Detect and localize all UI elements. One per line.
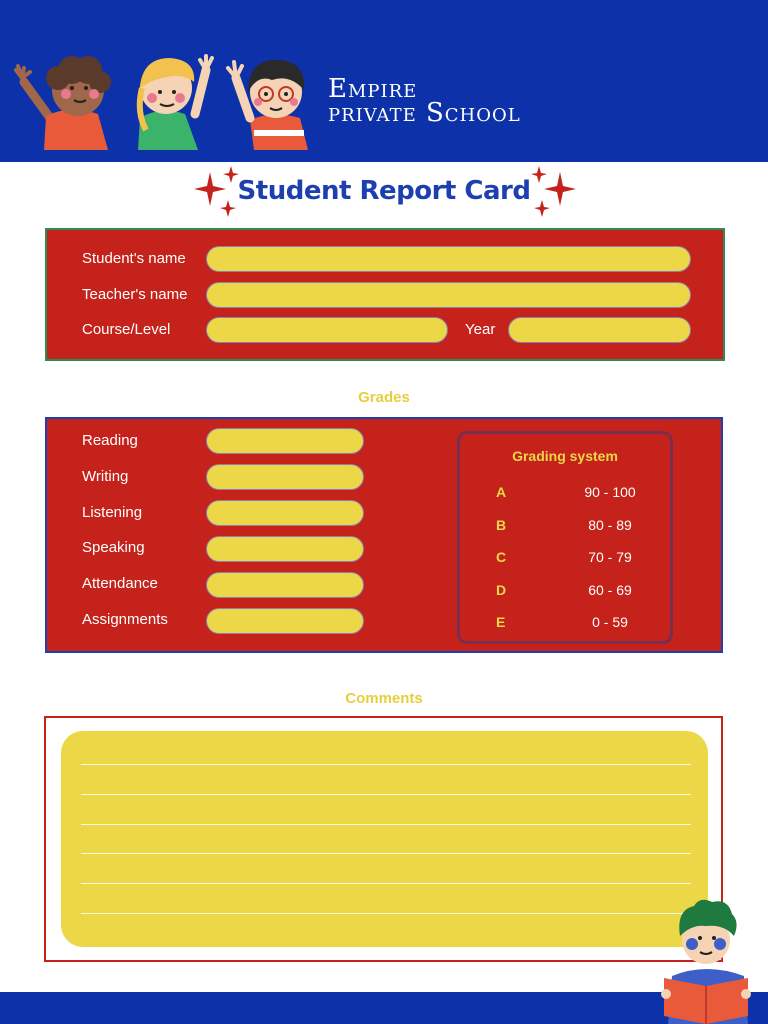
grade-field-reading[interactable] bbox=[206, 428, 364, 454]
grades-panel bbox=[45, 417, 723, 653]
kid-2-illustration bbox=[138, 56, 212, 150]
grade-field-attendance[interactable] bbox=[206, 572, 364, 598]
grade-field-writing[interactable] bbox=[206, 464, 364, 490]
comment-line bbox=[81, 853, 691, 854]
year-field[interactable] bbox=[508, 317, 691, 343]
comment-line bbox=[81, 764, 691, 765]
grade-letter: B bbox=[496, 517, 507, 533]
grade-field-speaking[interactable] bbox=[206, 536, 364, 562]
student-name-label: Student's name bbox=[82, 250, 186, 267]
grade-field-assignments[interactable] bbox=[206, 608, 364, 634]
page-title: Student Report Card bbox=[237, 176, 531, 206]
comments-panel bbox=[44, 716, 723, 962]
course-level-label: Course/Level bbox=[82, 321, 171, 338]
subject-label-reading: Reading bbox=[82, 432, 138, 449]
grade-range: 60 - 69 bbox=[588, 582, 632, 598]
year-label: Year bbox=[465, 321, 496, 338]
grade-letter: A bbox=[496, 484, 507, 500]
grade-letter: E bbox=[496, 614, 506, 630]
grade-field-listening[interactable] bbox=[206, 500, 364, 526]
header-banner bbox=[0, 0, 768, 162]
grade-range: 90 - 100 bbox=[584, 484, 636, 500]
kid-1-illustration bbox=[16, 56, 111, 150]
teacher-name-field[interactable] bbox=[206, 282, 691, 308]
kids-illustration bbox=[10, 48, 320, 156]
subject-label-speaking: Speaking bbox=[82, 539, 145, 556]
boy-reading-illustration bbox=[658, 896, 758, 1024]
student-info-panel bbox=[45, 228, 725, 361]
school-name-line2: private School bbox=[328, 98, 521, 128]
grade-letter: D bbox=[496, 582, 507, 598]
footer-banner bbox=[0, 992, 768, 1024]
comments-section-label: Comments bbox=[345, 690, 423, 707]
subject-label-listening: Listening bbox=[82, 504, 143, 521]
school-name-line1: Empire bbox=[328, 74, 418, 104]
grade-range: 0 - 59 bbox=[592, 614, 628, 630]
grading-system-box bbox=[457, 431, 673, 644]
grading-system-title: Grading system bbox=[512, 448, 618, 464]
comments-textarea[interactable] bbox=[61, 731, 708, 947]
subject-label-writing: Writing bbox=[82, 468, 129, 485]
grades-section-label: Grades bbox=[358, 389, 410, 406]
teacher-name-label: Teacher's name bbox=[82, 286, 188, 303]
sparkle-icon bbox=[526, 164, 578, 218]
subject-label-assignments: Assignments bbox=[82, 611, 168, 628]
comment-line bbox=[81, 883, 691, 884]
kid-3-illustration bbox=[228, 60, 308, 150]
comment-line bbox=[81, 913, 691, 914]
subject-label-attendance: Attendance bbox=[82, 575, 158, 592]
grade-range: 70 - 79 bbox=[588, 549, 632, 565]
comment-line bbox=[81, 794, 691, 795]
comment-line bbox=[81, 824, 691, 825]
course-level-field[interactable] bbox=[206, 317, 448, 343]
grade-range: 80 - 89 bbox=[588, 517, 632, 533]
student-name-field[interactable] bbox=[206, 246, 691, 272]
grade-letter: C bbox=[496, 549, 507, 565]
